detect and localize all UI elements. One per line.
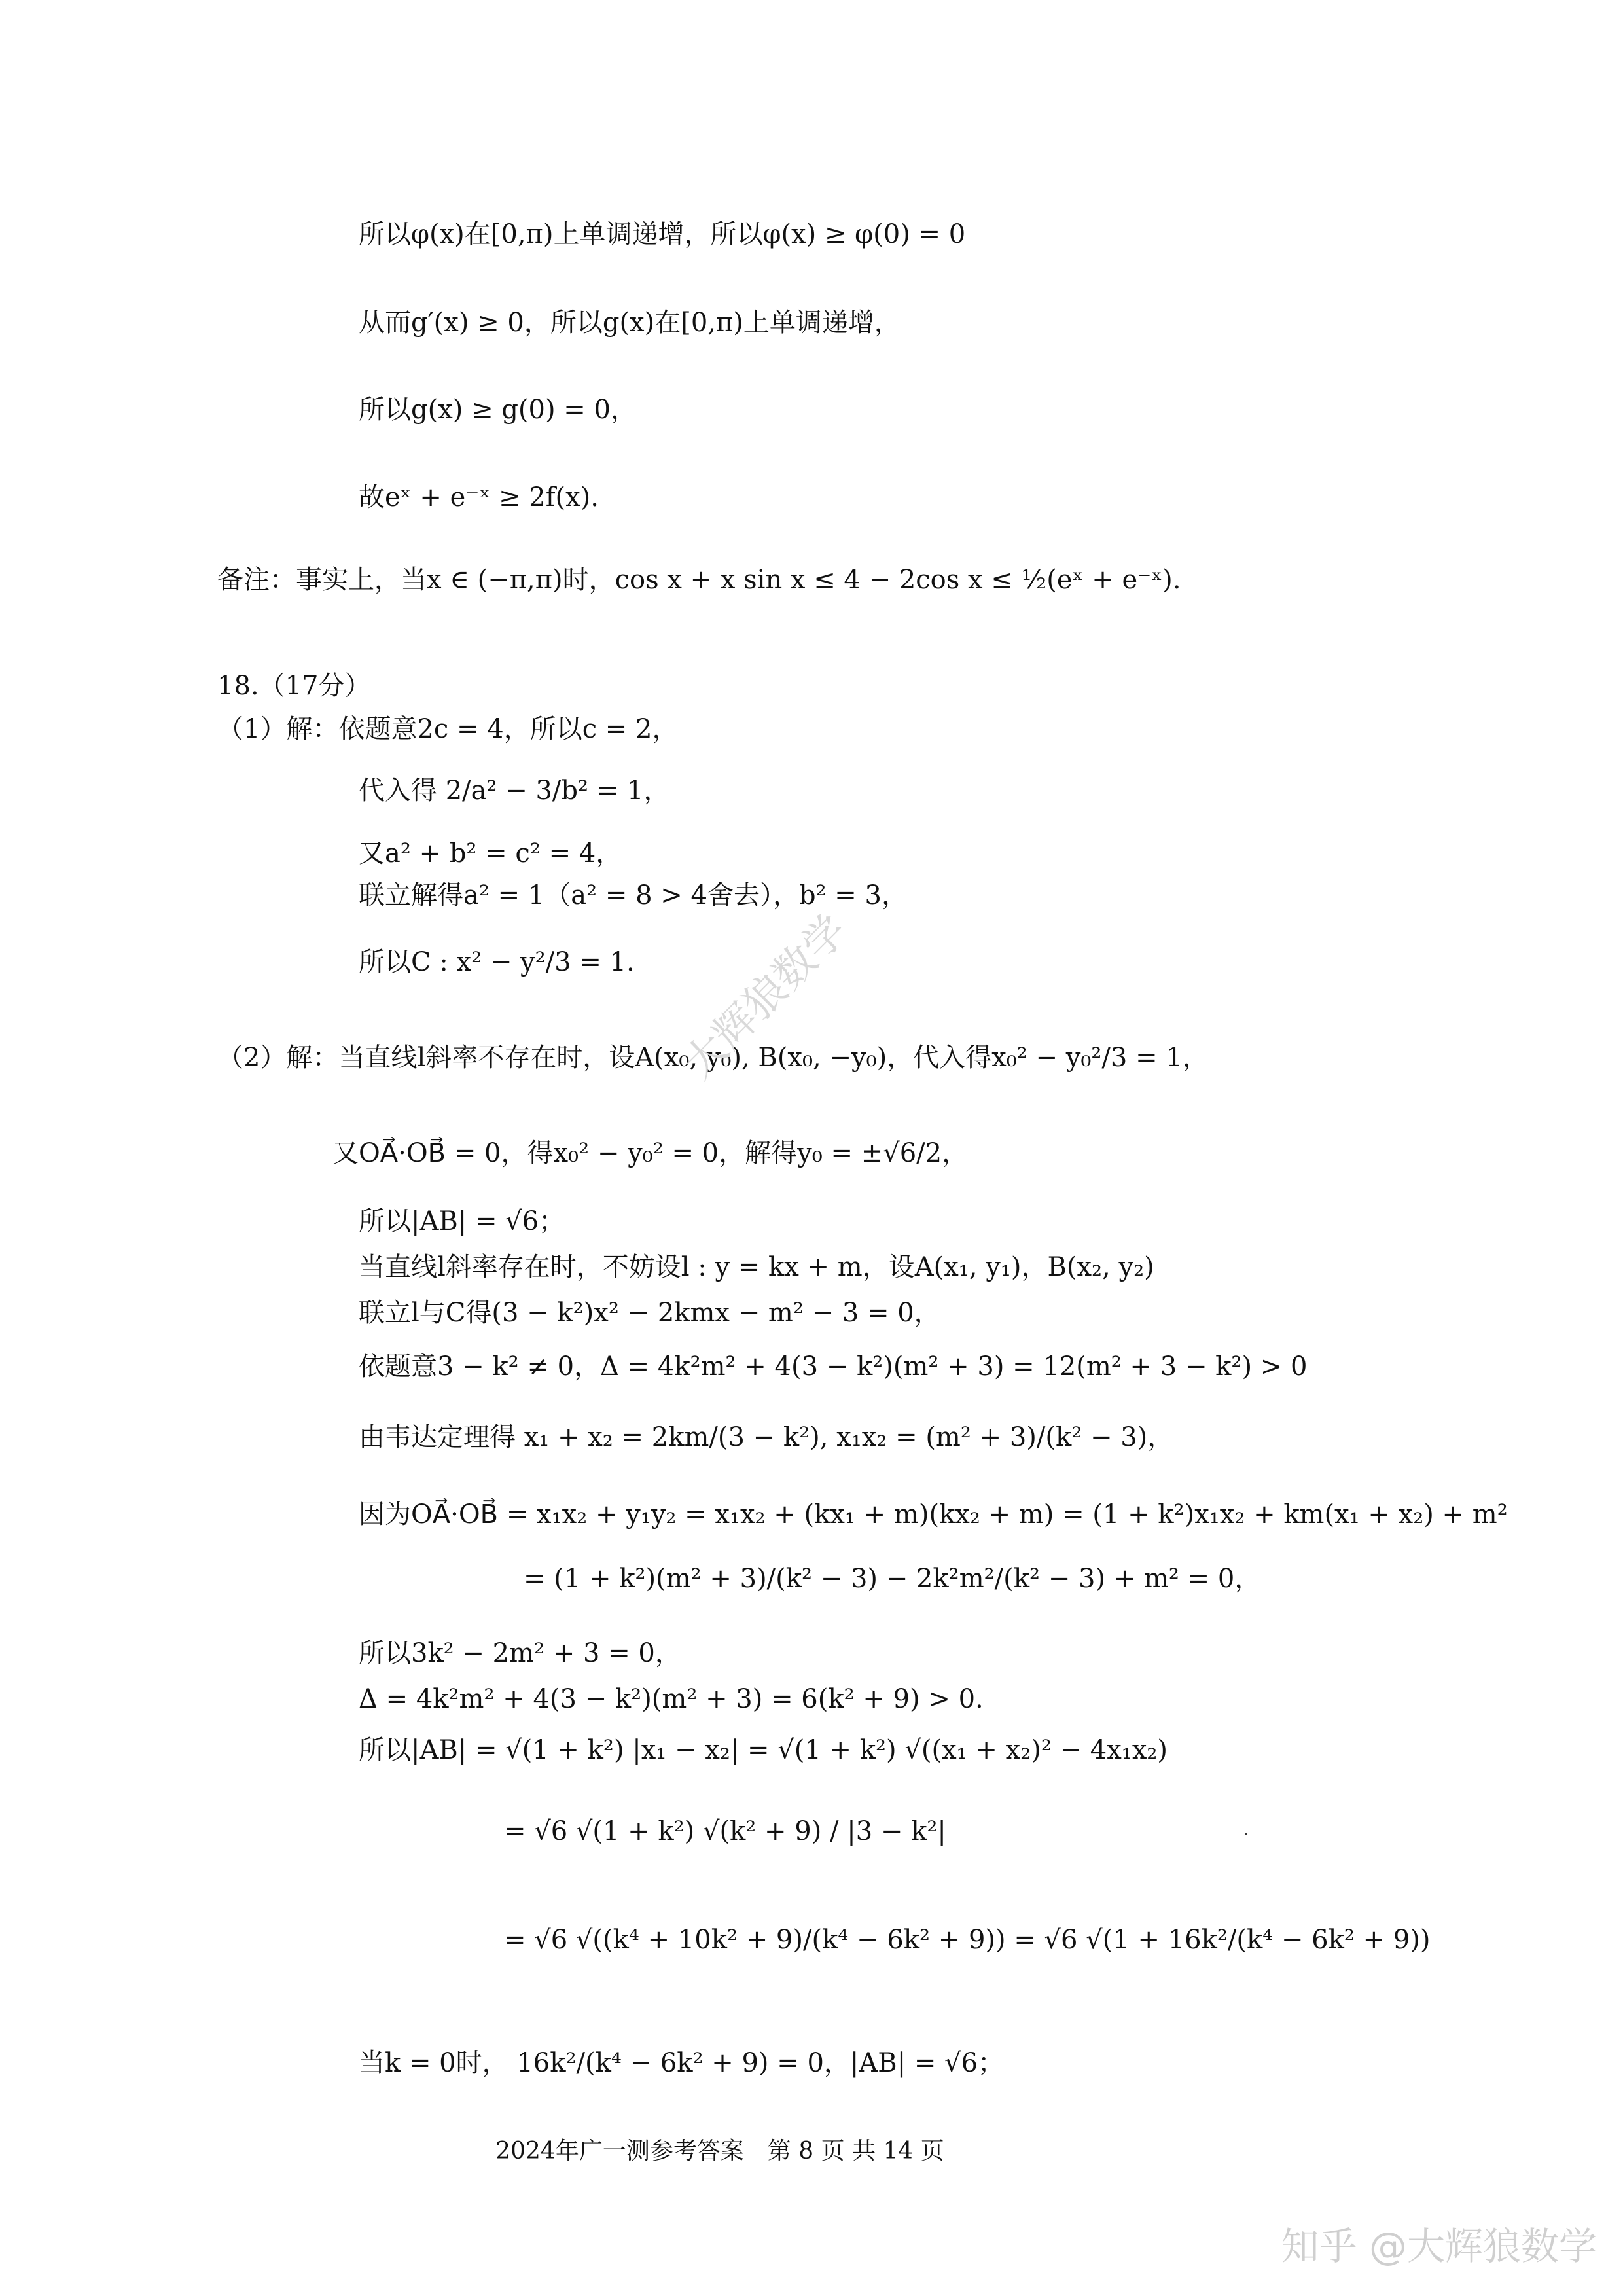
solution-line: = √6 √(1 + k²) √(k² + 9) / |3 − k²| [504, 1816, 946, 1846]
remark-line: 备注：事实上，当x ∈ (−π,π)时，cos x + x sin x ≤ 4 − 2cos x ≤ ½(eˣ + e⁻ˣ). [217, 565, 1181, 595]
solution-line: 又OA⃗·OB⃗ = 0，得x₀² − y₀² = 0，解得y₀ = ±√6/2， [332, 1138, 969, 1168]
page-footer: 2024年广一测参考答案 第 8 页 共 14 页 [495, 2138, 944, 2164]
solution-line: 联立l与C得(3 − k²)x² − 2kmx − m² − 3 = 0， [359, 1298, 940, 1328]
solution-line: 所以φ(x)在[0,π)上单调递增，所以φ(x) ≥ φ(0) = 0 [359, 219, 966, 249]
solution-line: 所以|AB| = √6； [359, 1206, 565, 1236]
solution-line: 当直线l斜率存在时，不妨设l : y = kx + m，设A(x₁, y₁)，B(x₂, y₂) [359, 1252, 1154, 1282]
solution-line: Δ = 4k²m² + 4(3 − k²)(m² + 3) = 6(k² + 9) > 0. [359, 1684, 984, 1714]
solution-line: 所以C : x² − y²/3 = 1. [359, 947, 635, 977]
solution-line: 代入得 2/a² − 3/b² = 1， [359, 776, 670, 806]
solution-line: 因为OA⃗·OB⃗ = x₁x₂ + y₁y₂ = x₁x₂ + (kx₁ + m)(kx₂ + m) = (1 + k²)x₁x₂ + km(x₁ + x₂) + m² [359, 1499, 1508, 1530]
solution-line: = √6 √((k⁴ + 10k² + 9)/(k⁴ − 6k² + 9)) = √6 √(1 + 16k²/(k⁴ − 6k² + 9)) [504, 1925, 1431, 1955]
solution-line: 由韦达定理得 x₁ + x₂ = 2km/(3 − k²), x₁x₂ = (m² + 3)/(k² − 3)， [359, 1422, 1174, 1452]
part-1-heading: （1）解：依题意2c = 4，所以c = 2， [217, 714, 679, 744]
solution-line: 所以3k² − 2m² + 3 = 0， [359, 1638, 681, 1668]
solution-line: 联立解得a² = 1（a² = 8 > 4舍去），b² = 3， [359, 880, 908, 910]
problem-header: 18.（17分） [217, 671, 371, 701]
part-2-heading: （2）解：当直线l斜率不存在时，设A(x₀, y₀), B(x₀, −y₀)，代入得x₀² − y₀²/3 = 1， [217, 1043, 1209, 1073]
stray-dot [1245, 1833, 1247, 1835]
solution-line: = (1 + k²)(m² + 3)/(k² − 3) − 2k²m²/(k² − 3) + m² = 0， [524, 1564, 1261, 1594]
solution-line: 依题意3 − k² ≠ 0，Δ = 4k²m² + 4(3 − k²)(m² + 3) = 12(m² + 3 − k²) > 0 [359, 1352, 1308, 1382]
solution-line: 又a² + b² = c² = 4， [359, 838, 622, 869]
watermark-corner: 知乎 @大辉狼数学 [1281, 2224, 1597, 2269]
solution-line: 从而g′(x) ≥ 0，所以g(x)在[0,π)上单调递增， [359, 308, 901, 338]
solution-line: 所以|AB| = √(1 + k²) |x₁ − x₂| = √(1 + k²) √((x₁ + x₂)² − 4x₁x₂) [359, 1735, 1168, 1765]
solution-line: 所以g(x) ≥ g(0) = 0， [359, 395, 637, 425]
solution-line: 当k = 0时， 16k²/(k⁴ − 6k² + 9) = 0，|AB| = √6； [359, 2048, 1005, 2078]
solution-line: 故eˣ + e⁻ˣ ≥ 2f(x). [359, 482, 599, 512]
watermark-center: 大辉狼数学 [674, 906, 857, 1088]
